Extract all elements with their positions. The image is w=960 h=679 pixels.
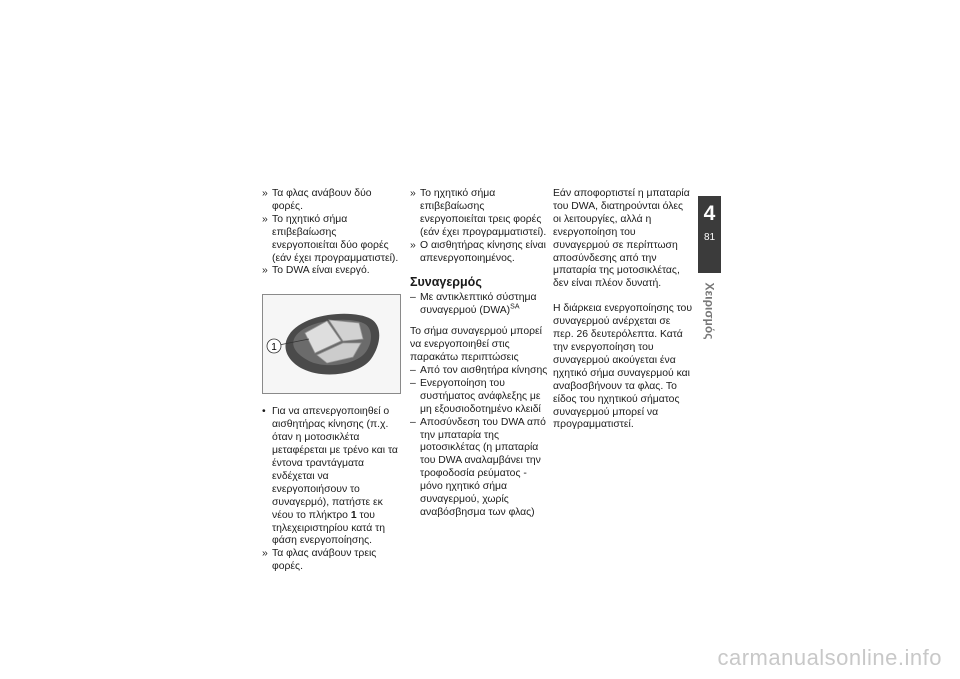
chapter-tab: [698, 196, 721, 273]
paragraph: Το σήμα συναγερμού μπορεί να ενεργοποιηθεί στις παρακάτω περιπτώσεις: [410, 326, 542, 364]
column-2: [410, 188, 550, 520]
list-item: » Τα φλας ανάβουν δύο φορές.: [262, 188, 372, 212]
trigger-list: [410, 365, 550, 520]
list-item: – Από τον αισθητήρα κίνησης: [410, 364, 548, 376]
equipment-list: [410, 292, 550, 318]
column-3: [553, 188, 693, 444]
paragraph: Εάν αποφορτιστεί η μπαταρία του DWA, διατηρούνται όλες οι λειτουργίες, αλλά η ενεργοποίηση του συναγερμού σε περίπτωση αποσύνδεσης από την μπαταρία της μοτοσικλέτας, δεν είναι πλέον δυνατή.: [553, 188, 690, 290]
section-heading: Συναγερμός: [410, 275, 482, 290]
list-item: – Αποσύνδεση του DWA από την μπαταρία της μοτοσικλέτας (η μπαταρία του DWA αναλαμβάνει την τροφοδοσία ρεύματος - μόνο ηχητικό σήμα συναγερμού, χωρίς αναβόσβησμα των φλας): [410, 416, 546, 518]
page-number: 81: [703, 232, 716, 243]
watermark: carmanualsonline.info: [717, 645, 942, 670]
list-item: » Το ηχητικό σήμα επιβεβαίωσης ενεργοποιείται τρεις φορές (εάν έχει προγραμματιστεί).: [410, 188, 547, 238]
list-item: • Για να απενεργοποιηθεί ο αισθητήρας κίνησης (π.χ. όταν η μοτοσικλέτα μεταφέρεται με τρένο και τα έντονα τραντάγματα ενδέχεται να ενεργοποιήσουν το συναγερμό), πατήστε εκ νέου το πλήκτρο 1 του τηλεχειριστηρίου κατά τη φάση ενεργοποίησης.: [262, 406, 398, 547]
remote-key-figure: [262, 294, 401, 394]
list-item: – Με αντικλεπτικό σύστημα συναγερμού (DWA)$^{SA}$: [410, 292, 537, 317]
list-item: – Ενεργοποίηση του συστήματος ανάφλεξης με μη εξουσιοδοτημένο κλειδί: [410, 377, 541, 415]
status-list-top: [410, 188, 550, 265]
status-list-bottom: [262, 406, 402, 574]
chapter-number: 4: [703, 202, 716, 225]
callout-label: 1: [271, 342, 277, 354]
list-item: » Το ηχητικό σήμα επιβεβαίωσης ενεργοποιείται δύο φορές (εάν έχει προγραμματιστεί).: [262, 213, 399, 264]
chapter-title: Χειρισμός: [702, 282, 717, 340]
status-list-top: [262, 188, 402, 278]
list-item: » Τα φλας ανάβουν τρεις φορές.: [262, 548, 377, 573]
remote-key-illustration: [263, 295, 400, 393]
paragraph: Η διάρκεια ενεργοποίησης του συναγερμού ανέρχεται σε περ. 26 δευτερόλεπτα. Κατά την ενεργοποίηση του συναγερμού ακούγεται ένα ηχητικό σήμα συναγερμού και αναβοσβήνουν τα φλας. Το είδος του ηχητικού σήματος συναγερμού μπορεί να προγραμματιστεί.: [553, 303, 693, 431]
list-item: » Το DWA είναι ενεργό.: [262, 265, 370, 277]
column-1: [262, 188, 402, 574]
list-item: » Ο αισθητήρας κίνησης είναι απενεργοποιημένος.: [410, 239, 546, 264]
